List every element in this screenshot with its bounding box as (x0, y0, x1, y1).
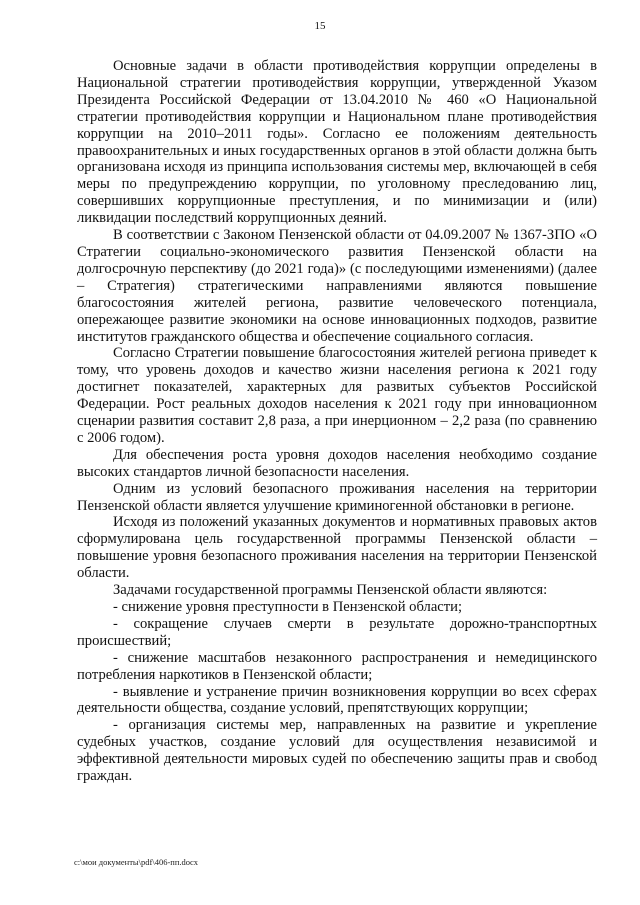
page-number: 15 (314, 20, 326, 32)
paragraph-welfare: Согласно Стратегии повышение благосостояния жителей региона приведет к тому, что уровень доходов и качество жизни населения региона к 2021 году достигнет показателей, характерных для развитых субъектов Российской Федерации. Рост реальных доходов населения к 2021 году при инновационном сценарии развития составит 2,8 раза, а при инерционном – 2,2 раза (по сравнению с 2006 годом). (77, 345, 597, 446)
list-item: - снижение уровня преступности в Пензенской области; (113, 599, 463, 615)
paragraph-income-growth: Для обеспечения роста уровня доходов населения необходимо создание высоких стандартов личной безопасности населения. (77, 446, 597, 480)
list-item: - сокращение случаев смерти в результате дорожно-транспортных происшествий; (77, 615, 597, 649)
paragraph-program-tasks-intro: Задачами государственной программы Пензенской области являются: (113, 582, 548, 599)
list-item: - снижение масштабов незаконного распространения и немедицинского потребления наркотиков в Пензенской области; (77, 649, 597, 683)
paragraph-safe-living: Одним из условий безопасного проживания населения на территории Пензенской области является улучшение криминогенной обстановки в регионе. (77, 480, 597, 514)
list-item: - организация системы мер, направленных на развитие и укрепление судебных участков, создание условий для осуществления независимой и эффективной деятельности мировых судей по обеспечению защиты прав и свобод граждан. (77, 717, 597, 785)
document-body (77, 58, 597, 785)
list-item: - выявление и устранение причин возникновения коррупции во всех сферах деятельности общества, создание условий, препятствующих коррупции; (77, 683, 597, 717)
footer-file-path: c:\мои документы\pdf\406-пп.docx (74, 857, 199, 867)
paragraph-main-tasks: Основные задачи в области противодействия коррупции определены в Национальной стратегии противодействия коррупции, утвержденной Указом Президента Российской Федерации от 13.04.2010 № 460 «О Национальной стратегии противодействия коррупции и Национальном плане противодействия коррупции на 2010–2011 годы». Согласно ее положениям деятельность правоохранительных и иных государственных органов в этой области должна быть организована исходя из принципа использования системы мер, включающей в себя меры по предупреждению коррупции, по уголовному преследованию лиц, совершивших коррупционные преступления, и по минимизации и (или) ликвидации последствий коррупционных деяний. (77, 58, 597, 227)
paragraph-program-goal: Исходя из положений указанных документов и нормативных правовых актов сформулирована цель государственной программы Пензенской области – повышение уровня безопасного проживания населения на территории Пензенской области. (77, 514, 597, 582)
paragraph-strategy-law: В соответствии с Законом Пензенской области от 04.09.2007 № 1367-ЗПО «О Стратегии социально-экономического развития Пензенской области на долгосрочную перспективу (до 2021 года)» (с последующими изменениями) (далее – Стратегия) стратегическими направлениями являются повышение благосостояния жителей региона, развитие человеческого потенциала, опережающее развитие экономики на основе инновационных подходов, развитие институтов гражданского общества и обеспечение социального согласия. (77, 227, 597, 345)
